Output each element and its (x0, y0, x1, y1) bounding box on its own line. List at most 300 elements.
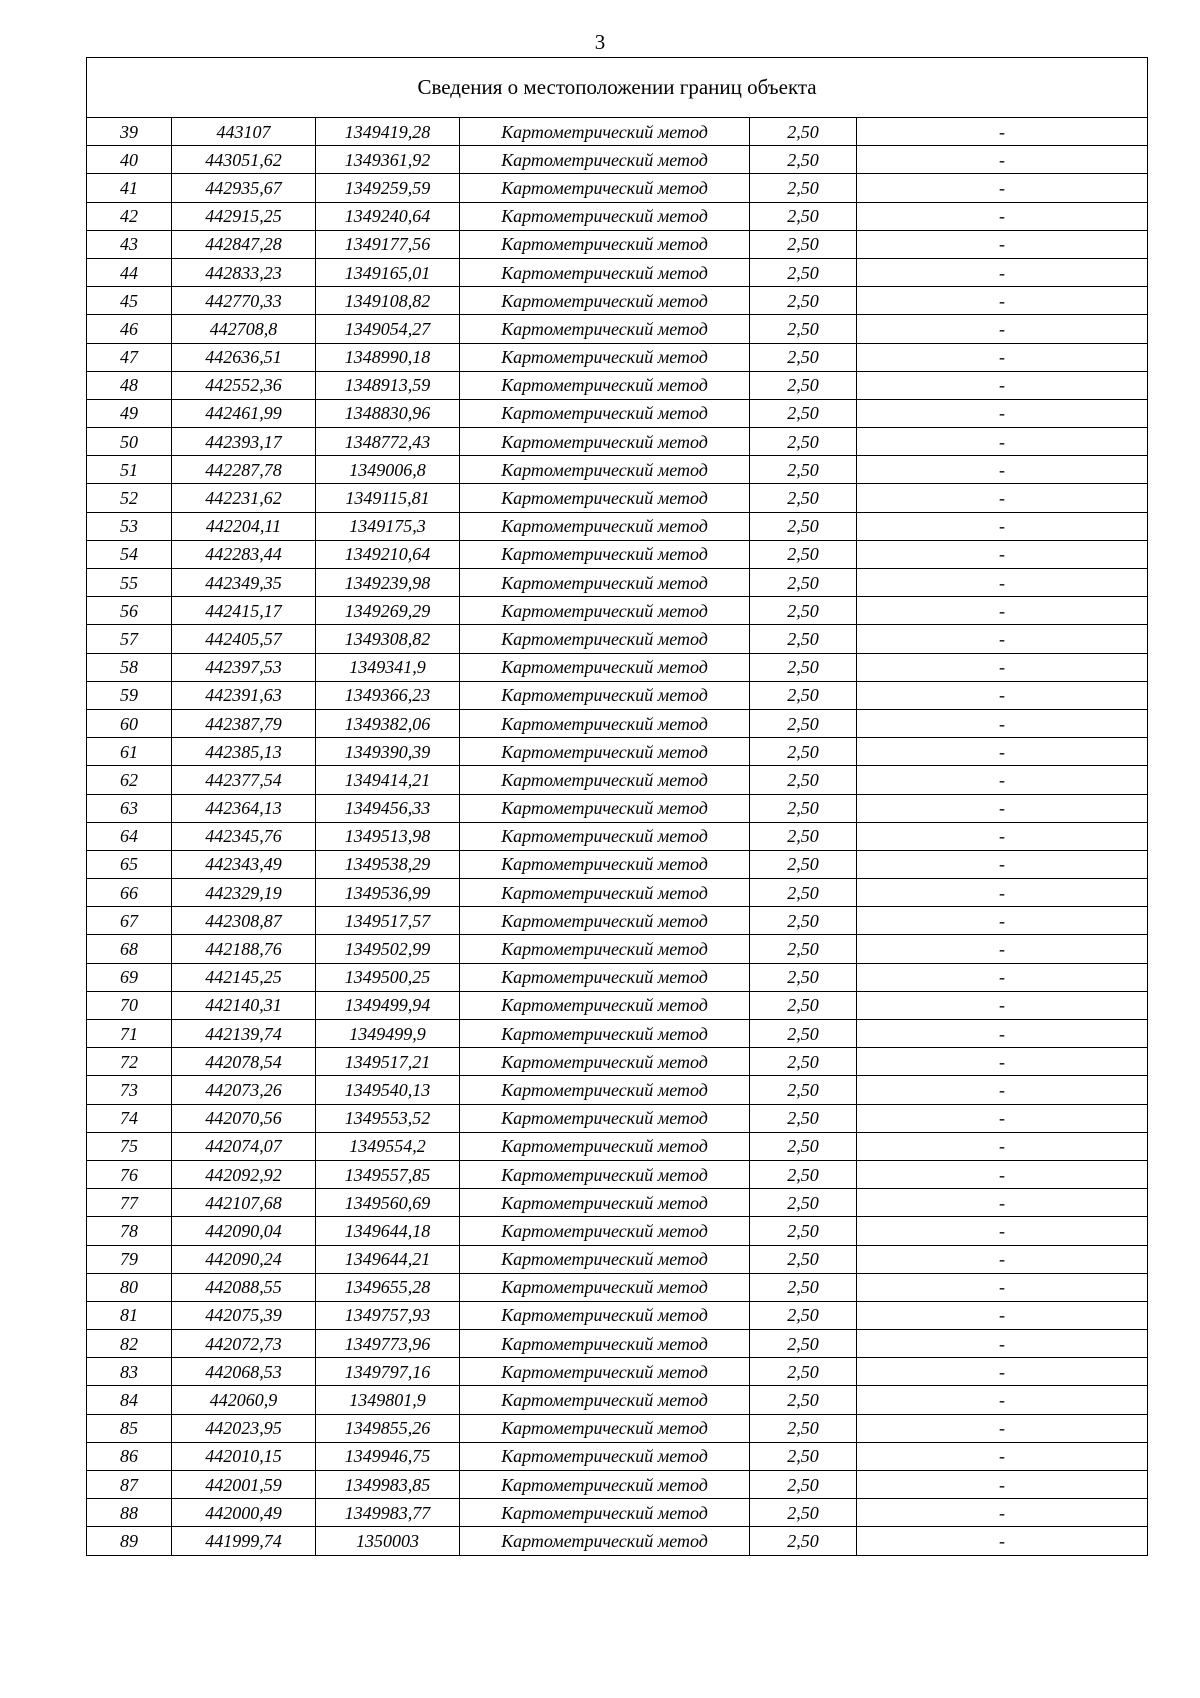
point-number-cell: 79 (87, 1245, 172, 1273)
note-cell: - (857, 1358, 1148, 1386)
accuracy-cell: 2,50 (750, 1527, 857, 1555)
table-row (87, 287, 1148, 315)
note-cell: - (857, 794, 1148, 822)
y-coordinate-cell: 1349560,69 (316, 1189, 460, 1217)
point-number-cell: 46 (87, 315, 172, 343)
note-cell: - (857, 1217, 1148, 1245)
accuracy-cell: 2,50 (750, 484, 857, 512)
y-coordinate-cell: 1349177,56 (316, 230, 460, 258)
y-coordinate-cell: 1349554,2 (316, 1132, 460, 1160)
x-coordinate-cell: 442188,76 (172, 935, 316, 963)
y-coordinate-cell: 1349240,64 (316, 202, 460, 230)
point-number-cell: 84 (87, 1386, 172, 1414)
y-coordinate-cell: 1349540,13 (316, 1076, 460, 1104)
accuracy-cell: 2,50 (750, 709, 857, 737)
accuracy-cell: 2,50 (750, 963, 857, 991)
method-cell: Картометрический метод (460, 1132, 750, 1160)
y-coordinate-cell: 1349390,39 (316, 738, 460, 766)
table-row (87, 569, 1148, 597)
note-cell: - (857, 822, 1148, 850)
y-coordinate-cell: 1349269,29 (316, 597, 460, 625)
point-number-cell: 63 (87, 794, 172, 822)
table-row (87, 202, 1148, 230)
x-coordinate-cell: 442140,31 (172, 991, 316, 1019)
method-cell: Картометрический метод (460, 1442, 750, 1470)
point-number-cell: 75 (87, 1132, 172, 1160)
accuracy-cell: 2,50 (750, 850, 857, 878)
point-number-cell: 64 (87, 822, 172, 850)
y-coordinate-cell: 1349366,23 (316, 681, 460, 709)
point-number-cell: 52 (87, 484, 172, 512)
point-number-cell: 45 (87, 287, 172, 315)
point-number-cell: 57 (87, 625, 172, 653)
accuracy-cell: 2,50 (750, 822, 857, 850)
method-cell: Картометрический метод (460, 850, 750, 878)
note-cell: - (857, 1527, 1148, 1555)
x-coordinate-cell: 442708,8 (172, 315, 316, 343)
note-cell: - (857, 1414, 1148, 1442)
accuracy-cell: 2,50 (750, 1132, 857, 1160)
boundary-coordinates-table (86, 57, 1148, 1556)
x-coordinate-cell: 442915,25 (172, 202, 316, 230)
accuracy-cell: 2,50 (750, 625, 857, 653)
accuracy-cell: 2,50 (750, 653, 857, 681)
x-coordinate-cell: 442391,63 (172, 681, 316, 709)
x-coordinate-cell: 442070,56 (172, 1104, 316, 1132)
y-coordinate-cell: 1349054,27 (316, 315, 460, 343)
note-cell: - (857, 1020, 1148, 1048)
y-coordinate-cell: 1349500,25 (316, 963, 460, 991)
table-row (87, 991, 1148, 1019)
y-coordinate-cell: 1349553,52 (316, 1104, 460, 1132)
method-cell: Картометрический метод (460, 1273, 750, 1301)
method-cell: Картометрический метод (460, 569, 750, 597)
point-number-cell: 40 (87, 146, 172, 174)
note-cell: - (857, 1048, 1148, 1076)
y-coordinate-cell: 1349983,85 (316, 1471, 460, 1499)
table-row (87, 1273, 1148, 1301)
note-cell: - (857, 597, 1148, 625)
table-row (87, 343, 1148, 371)
y-coordinate-cell: 1349499,9 (316, 1020, 460, 1048)
accuracy-cell: 2,50 (750, 343, 857, 371)
method-cell: Картометрический метод (460, 174, 750, 202)
y-coordinate-cell: 1349536,99 (316, 879, 460, 907)
x-coordinate-cell: 442387,79 (172, 709, 316, 737)
method-cell: Картометрический метод (460, 428, 750, 456)
table-row (87, 1217, 1148, 1245)
x-coordinate-cell: 442023,95 (172, 1414, 316, 1442)
x-coordinate-cell: 443107 (172, 118, 316, 146)
accuracy-cell: 2,50 (750, 1104, 857, 1132)
x-coordinate-cell: 442068,53 (172, 1358, 316, 1386)
note-cell: - (857, 371, 1148, 399)
point-number-cell: 44 (87, 258, 172, 286)
accuracy-cell: 2,50 (750, 991, 857, 1019)
y-coordinate-cell: 1349773,96 (316, 1330, 460, 1358)
point-number-cell: 49 (87, 399, 172, 427)
x-coordinate-cell: 442345,76 (172, 822, 316, 850)
table-row (87, 484, 1148, 512)
table-row (87, 935, 1148, 963)
x-coordinate-cell: 442364,13 (172, 794, 316, 822)
point-number-cell: 81 (87, 1301, 172, 1329)
accuracy-cell: 2,50 (750, 371, 857, 399)
accuracy-cell: 2,50 (750, 1245, 857, 1273)
note-cell: - (857, 399, 1148, 427)
x-coordinate-cell: 442847,28 (172, 230, 316, 258)
note-cell: - (857, 1104, 1148, 1132)
note-cell: - (857, 456, 1148, 484)
table-row (87, 1132, 1148, 1160)
x-coordinate-cell: 443051,62 (172, 146, 316, 174)
point-number-cell: 39 (87, 118, 172, 146)
y-coordinate-cell: 1349259,59 (316, 174, 460, 202)
point-number-cell: 51 (87, 456, 172, 484)
accuracy-cell: 2,50 (750, 1048, 857, 1076)
y-coordinate-cell: 1349499,94 (316, 991, 460, 1019)
accuracy-cell: 2,50 (750, 794, 857, 822)
table-row (87, 428, 1148, 456)
note-cell: - (857, 935, 1148, 963)
table-row (87, 399, 1148, 427)
table-row (87, 1442, 1148, 1470)
table-row (87, 512, 1148, 540)
note-cell: - (857, 1330, 1148, 1358)
method-cell: Картометрический метод (460, 540, 750, 568)
table-row (87, 174, 1148, 202)
point-number-cell: 82 (87, 1330, 172, 1358)
note-cell: - (857, 991, 1148, 1019)
accuracy-cell: 2,50 (750, 569, 857, 597)
method-cell: Картометрический метод (460, 1245, 750, 1273)
accuracy-cell: 2,50 (750, 258, 857, 286)
y-coordinate-cell: 1349361,92 (316, 146, 460, 174)
table-row (87, 118, 1148, 146)
table-row (87, 653, 1148, 681)
y-coordinate-cell: 1348830,96 (316, 399, 460, 427)
method-cell: Картометрический метод (460, 1414, 750, 1442)
method-cell: Картометрический метод (460, 456, 750, 484)
table-row (87, 1471, 1148, 1499)
table-row (87, 146, 1148, 174)
table-title-row (87, 58, 1148, 118)
point-number-cell: 66 (87, 879, 172, 907)
x-coordinate-cell: 442308,87 (172, 907, 316, 935)
table-body (87, 58, 1148, 1556)
method-cell: Картометрический метод (460, 1048, 750, 1076)
accuracy-cell: 2,50 (750, 1217, 857, 1245)
x-coordinate-cell: 442107,68 (172, 1189, 316, 1217)
method-cell: Картометрический метод (460, 935, 750, 963)
x-coordinate-cell: 442935,67 (172, 174, 316, 202)
point-number-cell: 58 (87, 653, 172, 681)
x-coordinate-cell: 442092,92 (172, 1160, 316, 1188)
accuracy-cell: 2,50 (750, 935, 857, 963)
method-cell: Картометрический метод (460, 1076, 750, 1104)
x-coordinate-cell: 442636,51 (172, 343, 316, 371)
method-cell: Картометрический метод (460, 738, 750, 766)
table-row (87, 1358, 1148, 1386)
method-cell: Картометрический метод (460, 597, 750, 625)
table-row (87, 879, 1148, 907)
method-cell: Картометрический метод (460, 1527, 750, 1555)
x-coordinate-cell: 442405,57 (172, 625, 316, 653)
point-number-cell: 86 (87, 1442, 172, 1470)
table-row (87, 1048, 1148, 1076)
method-cell: Картометрический метод (460, 1189, 750, 1217)
y-coordinate-cell: 1349382,06 (316, 709, 460, 737)
point-number-cell: 74 (87, 1104, 172, 1132)
table-row (87, 1414, 1148, 1442)
point-number-cell: 80 (87, 1273, 172, 1301)
note-cell: - (857, 258, 1148, 286)
x-coordinate-cell: 442001,59 (172, 1471, 316, 1499)
method-cell: Картометрический метод (460, 1160, 750, 1188)
point-number-cell: 69 (87, 963, 172, 991)
method-cell: Картометрический метод (460, 991, 750, 1019)
method-cell: Картометрический метод (460, 258, 750, 286)
note-cell: - (857, 850, 1148, 878)
x-coordinate-cell: 442072,73 (172, 1330, 316, 1358)
method-cell: Картометрический метод (460, 794, 750, 822)
x-coordinate-cell: 442010,15 (172, 1442, 316, 1470)
accuracy-cell: 2,50 (750, 1358, 857, 1386)
x-coordinate-cell: 442385,13 (172, 738, 316, 766)
table-row (87, 597, 1148, 625)
method-cell: Картометрический метод (460, 371, 750, 399)
accuracy-cell: 2,50 (750, 1273, 857, 1301)
point-number-cell: 54 (87, 540, 172, 568)
x-coordinate-cell: 442343,49 (172, 850, 316, 878)
method-cell: Картометрический метод (460, 1104, 750, 1132)
note-cell: - (857, 1160, 1148, 1188)
accuracy-cell: 2,50 (750, 146, 857, 174)
table-row (87, 1189, 1148, 1217)
y-coordinate-cell: 1349538,29 (316, 850, 460, 878)
method-cell: Картометрический метод (460, 709, 750, 737)
note-cell: - (857, 1386, 1148, 1414)
y-coordinate-cell: 1349308,82 (316, 625, 460, 653)
accuracy-cell: 2,50 (750, 287, 857, 315)
note-cell: - (857, 1189, 1148, 1217)
note-cell: - (857, 653, 1148, 681)
x-coordinate-cell: 442349,35 (172, 569, 316, 597)
table-row (87, 1301, 1148, 1329)
table-row (87, 1499, 1148, 1527)
x-coordinate-cell: 442283,44 (172, 540, 316, 568)
accuracy-cell: 2,50 (750, 202, 857, 230)
method-cell: Картометрический метод (460, 907, 750, 935)
note-cell: - (857, 681, 1148, 709)
point-number-cell: 65 (87, 850, 172, 878)
y-coordinate-cell: 1349655,28 (316, 1273, 460, 1301)
accuracy-cell: 2,50 (750, 1499, 857, 1527)
accuracy-cell: 2,50 (750, 174, 857, 202)
note-cell: - (857, 709, 1148, 737)
x-coordinate-cell: 442000,49 (172, 1499, 316, 1527)
method-cell: Картометрический метод (460, 766, 750, 794)
method-cell: Картометрический метод (460, 146, 750, 174)
x-coordinate-cell: 442770,33 (172, 287, 316, 315)
method-cell: Картометрический метод (460, 625, 750, 653)
table-row (87, 681, 1148, 709)
table-row (87, 794, 1148, 822)
point-number-cell: 48 (87, 371, 172, 399)
accuracy-cell: 2,50 (750, 315, 857, 343)
x-coordinate-cell: 442090,24 (172, 1245, 316, 1273)
y-coordinate-cell: 1350003 (316, 1527, 460, 1555)
method-cell: Картометрический метод (460, 1301, 750, 1329)
table-row (87, 1330, 1148, 1358)
y-coordinate-cell: 1349513,98 (316, 822, 460, 850)
method-cell: Картометрический метод (460, 822, 750, 850)
point-number-cell: 62 (87, 766, 172, 794)
x-coordinate-cell: 442075,39 (172, 1301, 316, 1329)
table-row (87, 1076, 1148, 1104)
y-coordinate-cell: 1349855,26 (316, 1414, 460, 1442)
note-cell: - (857, 1442, 1148, 1470)
point-number-cell: 87 (87, 1471, 172, 1499)
method-cell: Картометрический метод (460, 202, 750, 230)
y-coordinate-cell: 1349165,01 (316, 258, 460, 286)
x-coordinate-cell: 442231,62 (172, 484, 316, 512)
accuracy-cell: 2,50 (750, 540, 857, 568)
accuracy-cell: 2,50 (750, 118, 857, 146)
method-cell: Картометрический метод (460, 230, 750, 258)
method-cell: Картометрический метод (460, 963, 750, 991)
method-cell: Картометрический метод (460, 399, 750, 427)
note-cell: - (857, 766, 1148, 794)
y-coordinate-cell: 1349456,33 (316, 794, 460, 822)
note-cell: - (857, 484, 1148, 512)
point-number-cell: 67 (87, 907, 172, 935)
method-cell: Картометрический метод (460, 1499, 750, 1527)
y-coordinate-cell: 1349644,21 (316, 1245, 460, 1273)
point-number-cell: 61 (87, 738, 172, 766)
accuracy-cell: 2,50 (750, 681, 857, 709)
x-coordinate-cell: 442329,19 (172, 879, 316, 907)
point-number-cell: 43 (87, 230, 172, 258)
x-coordinate-cell: 442204,11 (172, 512, 316, 540)
accuracy-cell: 2,50 (750, 1020, 857, 1048)
note-cell: - (857, 512, 1148, 540)
method-cell: Картометрический метод (460, 512, 750, 540)
y-coordinate-cell: 1348772,43 (316, 428, 460, 456)
accuracy-cell: 2,50 (750, 1386, 857, 1414)
point-number-cell: 72 (87, 1048, 172, 1076)
note-cell: - (857, 146, 1148, 174)
point-number-cell: 73 (87, 1076, 172, 1104)
x-coordinate-cell: 442833,23 (172, 258, 316, 286)
note-cell: - (857, 569, 1148, 597)
y-coordinate-cell: 1348913,59 (316, 371, 460, 399)
accuracy-cell: 2,50 (750, 1189, 857, 1217)
accuracy-cell: 2,50 (750, 907, 857, 935)
note-cell: - (857, 174, 1148, 202)
table-row (87, 850, 1148, 878)
note-cell: - (857, 1499, 1148, 1527)
accuracy-cell: 2,50 (750, 766, 857, 794)
y-coordinate-cell: 1349502,99 (316, 935, 460, 963)
x-coordinate-cell: 442139,74 (172, 1020, 316, 1048)
x-coordinate-cell: 442090,04 (172, 1217, 316, 1245)
table-row (87, 1386, 1148, 1414)
x-coordinate-cell: 442073,26 (172, 1076, 316, 1104)
accuracy-cell: 2,50 (750, 597, 857, 625)
point-number-cell: 71 (87, 1020, 172, 1048)
point-number-cell: 42 (87, 202, 172, 230)
point-number-cell: 85 (87, 1414, 172, 1442)
y-coordinate-cell: 1349414,21 (316, 766, 460, 794)
note-cell: - (857, 879, 1148, 907)
accuracy-cell: 2,50 (750, 1301, 857, 1329)
note-cell: - (857, 1076, 1148, 1104)
point-number-cell: 88 (87, 1499, 172, 1527)
note-cell: - (857, 540, 1148, 568)
y-coordinate-cell: 1349108,82 (316, 287, 460, 315)
note-cell: - (857, 315, 1148, 343)
point-number-cell: 56 (87, 597, 172, 625)
point-number-cell: 55 (87, 569, 172, 597)
point-number-cell: 89 (87, 1527, 172, 1555)
note-cell: - (857, 1132, 1148, 1160)
accuracy-cell: 2,50 (750, 1414, 857, 1442)
point-number-cell: 47 (87, 343, 172, 371)
y-coordinate-cell: 1349210,64 (316, 540, 460, 568)
y-coordinate-cell: 1348990,18 (316, 343, 460, 371)
table-row (87, 822, 1148, 850)
point-number-cell: 68 (87, 935, 172, 963)
method-cell: Картометрический метод (460, 653, 750, 681)
accuracy-cell: 2,50 (750, 512, 857, 540)
table-row (87, 315, 1148, 343)
y-coordinate-cell: 1349239,98 (316, 569, 460, 597)
point-number-cell: 70 (87, 991, 172, 1019)
x-coordinate-cell: 442461,99 (172, 399, 316, 427)
method-cell: Картометрический метод (460, 484, 750, 512)
accuracy-cell: 2,50 (750, 1442, 857, 1470)
point-number-cell: 77 (87, 1189, 172, 1217)
point-number-cell: 83 (87, 1358, 172, 1386)
x-coordinate-cell: 442088,55 (172, 1273, 316, 1301)
table-row (87, 540, 1148, 568)
y-coordinate-cell: 1349946,75 (316, 1442, 460, 1470)
y-coordinate-cell: 1349006,8 (316, 456, 460, 484)
method-cell: Картометрический метод (460, 1020, 750, 1048)
method-cell: Картометрический метод (460, 1471, 750, 1499)
x-coordinate-cell: 442145,25 (172, 963, 316, 991)
method-cell: Картометрический метод (460, 681, 750, 709)
table-row (87, 258, 1148, 286)
method-cell: Картометрический метод (460, 1330, 750, 1358)
y-coordinate-cell: 1349517,21 (316, 1048, 460, 1076)
method-cell: Картометрический метод (460, 1217, 750, 1245)
note-cell: - (857, 625, 1148, 653)
y-coordinate-cell: 1349517,57 (316, 907, 460, 935)
accuracy-cell: 2,50 (750, 1330, 857, 1358)
method-cell: Картометрический метод (460, 1358, 750, 1386)
point-number-cell: 50 (87, 428, 172, 456)
y-coordinate-cell: 1349757,93 (316, 1301, 460, 1329)
point-number-cell: 59 (87, 681, 172, 709)
method-cell: Картометрический метод (460, 287, 750, 315)
x-coordinate-cell: 441999,74 (172, 1527, 316, 1555)
accuracy-cell: 2,50 (750, 399, 857, 427)
x-coordinate-cell: 442552,36 (172, 371, 316, 399)
accuracy-cell: 2,50 (750, 1160, 857, 1188)
x-coordinate-cell: 442397,53 (172, 653, 316, 681)
